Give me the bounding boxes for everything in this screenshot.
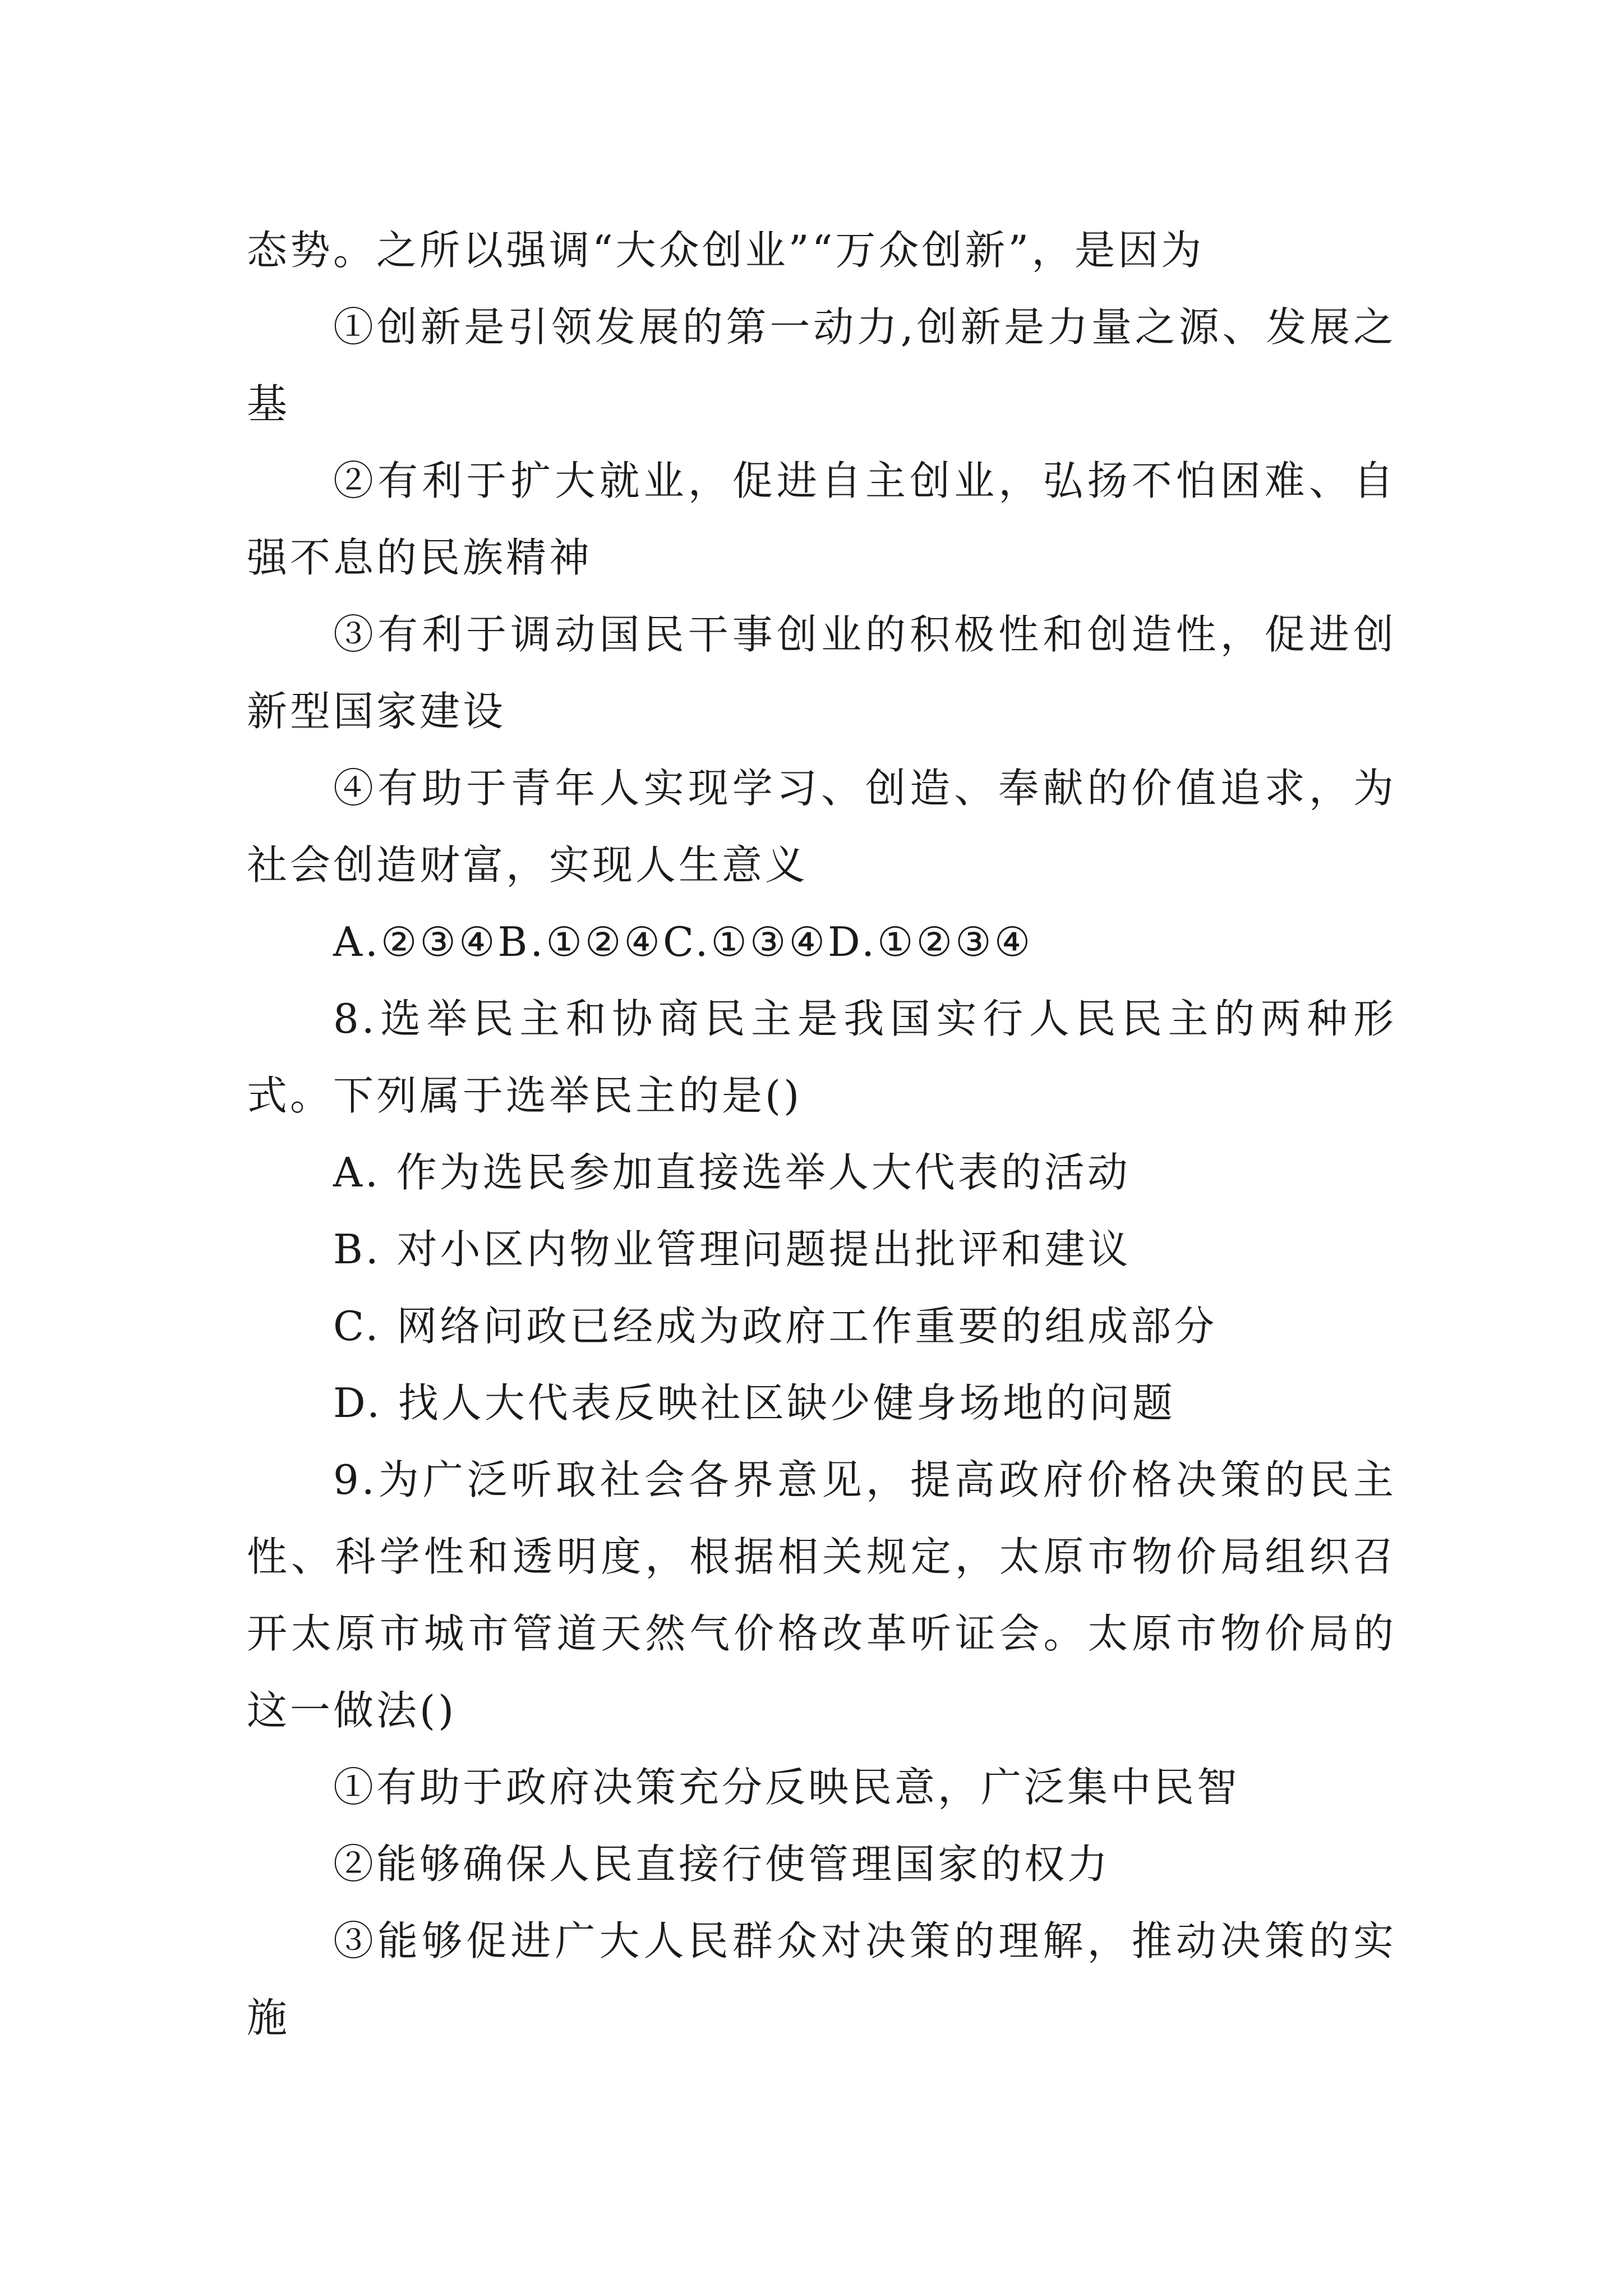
question-8-stem: 8.选举民主和协商民主是我国实行人民民主的两种形式。下列属于选举民主的是() bbox=[247, 995, 1396, 1119]
question-7-options: A.②③④B.①②④C.①③④D.①②③④ bbox=[333, 918, 1034, 965]
question-8-option-c: C. 网络问政已经成为政府工作重要的组成部分 bbox=[333, 1303, 1218, 1350]
document-body bbox=[247, 212, 1396, 2056]
question-8-option-b: B. 对小区内物业管理问题提出批评和建议 bbox=[333, 1226, 1131, 1273]
question-7-stem-tail: 态势。之所以强调“大众创业”“万众创新”，是因为 bbox=[247, 227, 1205, 274]
question-7-statement-3: ③有利于调动国民干事创业的积极性和创造性，促进创新型国家建设 bbox=[247, 611, 1396, 735]
question-7-statement-4: ④有助于青年人实现学习、创造、奉献的价值追求，为社会创造财富，实现人生意义 bbox=[247, 765, 1396, 889]
question-8-option-d: D. 找人大代表反映社区缺少健身场地的问题 bbox=[333, 1379, 1175, 1427]
question-9-stem: 9.为广泛听取社会各界意见，提高政府价格决策的民主性、科学性和透明度，根据相关规定，太原市物价局组织召开太原市城市管道天然气价格改革听证会。太原市物价局的这一做法() bbox=[247, 1456, 1396, 1734]
question-9-statement-1: ①有助于政府决策充分反映民意，广泛集中民智 bbox=[333, 1764, 1241, 1811]
question-7-statement-2: ②有利于扩大就业，促进自主创业，弘扬不怕困难、自强不息的民族精神 bbox=[247, 457, 1396, 581]
question-9-statement-3: ③能够促进广大人民群众对决策的理解，推动决策的实施 bbox=[247, 1917, 1396, 2041]
question-8-option-a: A. 作为选民参加直接选举人大代表的活动 bbox=[333, 1149, 1131, 1196]
question-9-statement-2: ②能够确保人民直接行使管理国家的权力 bbox=[333, 1841, 1111, 1888]
question-7-statement-1: ①创新是引领发展的第一动力,创新是力量之源、发展之基 bbox=[247, 303, 1396, 427]
